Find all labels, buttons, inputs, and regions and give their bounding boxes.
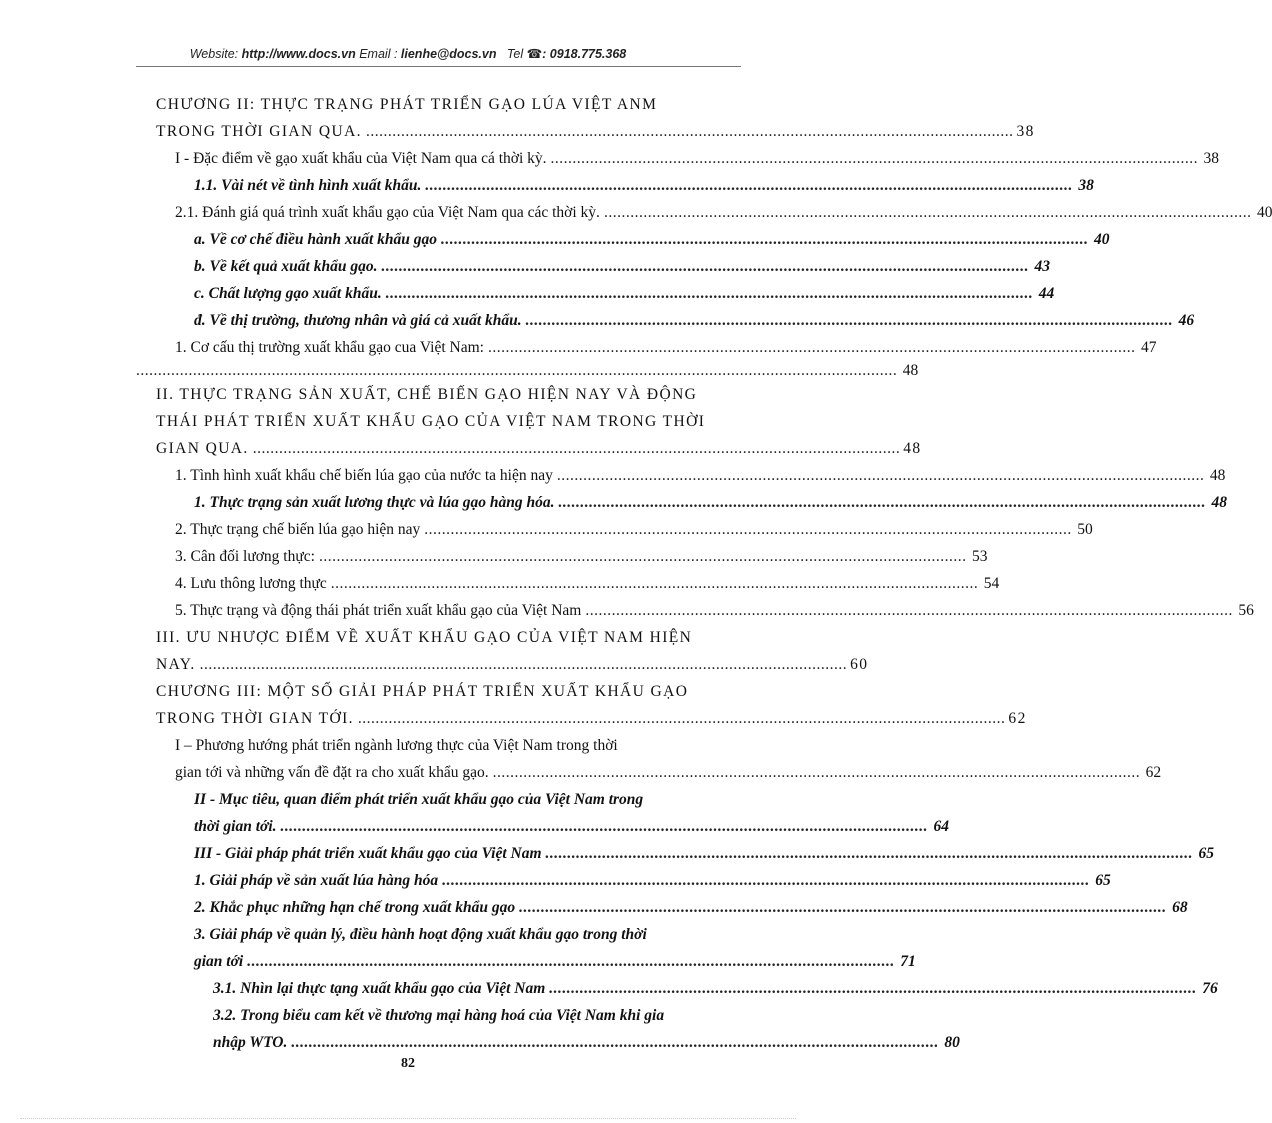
- toc-entry[interactable]: I - Đặc điểm về gạo xuất khẩu của Việt Nam qua cá thời kỳ. .................................................................................................................................................... 38: [175, 147, 740, 171]
- toc-entry[interactable]: NAY. .................................................................................................................................................... 60: [156, 653, 740, 677]
- leader-dots: ....................................................................................................................................................: [585, 602, 1233, 619]
- leader-dots: ....................................................................................................................................................: [330, 575, 979, 592]
- toc-entry[interactable]: a. Về cơ chế điều hành xuất khẩu gạo .................................................................................................................................................... 40: [194, 228, 740, 252]
- leader-dots: ....................................................................................................................................................: [381, 258, 1029, 275]
- toc-entry[interactable]: 2.1. Đánh giá quá trình xuất khẩu gạo của Việt Nam qua các thời kỳ. .................................................................................................................................................... 40: [175, 201, 740, 225]
- toc-entry[interactable]: 5. Thực trạng và động thái phát triển xuất khẩu gạo của Việt Nam .................................................................................................................................................... 56: [175, 599, 740, 623]
- leader-dots: ....................................................................................................................................................: [525, 312, 1174, 329]
- leader-dots: ....................................................................................................................................................: [385, 285, 1034, 302]
- toc-entry[interactable]: I – Phương hướng phát triển ngành lương thực của Việt Nam trong thời: [175, 737, 618, 754]
- leader-dots: ....................................................................................................................................................: [357, 710, 1006, 727]
- leader-dots: ....................................................................................................................................................: [252, 440, 901, 457]
- toc-entry[interactable]: .............................................................................................................................................................................. 48: [136, 359, 740, 383]
- toc-entry[interactable]: 3. Giải pháp về quản lý, điều hành hoạt động xuất khẩu gạo trong thời: [194, 926, 647, 943]
- leader-dots: ....................................................................................................................................................: [549, 980, 1197, 997]
- toc-entry[interactable]: nhập WTO. .................................................................................................................................................... 80: [213, 1031, 740, 1055]
- header-divider: [136, 66, 741, 67]
- leader-dots: ....................................................................................................................................................: [487, 339, 1136, 356]
- leader-dots: ....................................................................................................................................................: [441, 231, 1089, 248]
- toc-entry[interactable]: 3.1. Nhìn lại thực tạng xuất khẩu gạo của Việt Nam .................................................................................................................................................... 76: [213, 977, 740, 1001]
- leader-dots: ....................................................................................................................................................: [545, 845, 1194, 862]
- toc-entry[interactable]: 3. Cân đối lương thực: .................................................................................................................................................... 53: [175, 545, 740, 569]
- page-number: 82: [401, 1056, 415, 1071]
- email-address[interactable]: lienhe@docs.vn: [400, 47, 497, 61]
- toc-entry[interactable]: II. THỰC TRẠNG SẢN XUẤT, CHẾ BIẾN GẠO HIỆN NAY VÀ ĐỘNG: [156, 386, 698, 403]
- toc-entry[interactable]: b. Về kết quả xuất khẩu gạo. .................................................................................................................................................... 43: [194, 255, 740, 279]
- leader-dots: ..............................................................................................................................................................................: [136, 362, 898, 379]
- toc-entry[interactable]: 4. Lưu thông lương thực .................................................................................................................................................... 54: [175, 572, 740, 596]
- page-header: [0, 46, 816, 61]
- leader-dots: ....................................................................................................................................................: [280, 818, 929, 835]
- toc-entry[interactable]: đ. Về thị trường, thương nhân và giá cả xuất khẩu. .................................................................................................................................................... 46: [194, 309, 740, 333]
- toc-entry[interactable]: III - Giải pháp phát triển xuất khẩu gạo của Việt Nam .................................................................................................................................................... 65: [194, 842, 740, 866]
- toc-entry[interactable]: 1.1. Vài nét về tình hình xuất khẩu. .................................................................................................................................................... 38: [194, 174, 740, 198]
- toc-entry[interactable]: GIAN QUA. .................................................................................................................................................... 48: [156, 437, 740, 461]
- toc-entry[interactable]: gian tới .................................................................................................................................................... 71: [194, 950, 740, 974]
- toc-entry[interactable]: 2. Khắc phục những hạn chế trong xuất khẩu gạo .................................................................................................................................................... 68: [194, 896, 740, 920]
- toc-entry[interactable]: THÁI PHÁT TRIỂN XUẤT KHẨU GẠO CỦA VIỆT NAM TRONG THỜI: [156, 413, 706, 430]
- toc-entry[interactable]: CHƯƠNG III: MỘT SỐ GIẢI PHÁP PHÁT TRIỂN XUẤT KHẨU GẠO: [156, 683, 689, 700]
- email-label: Email :: [359, 47, 398, 61]
- toc-entry[interactable]: III. ƯU NHƯỢC ĐIỂM VỀ XUẤT KHẨU GẠO CỦA VIỆT NAM HIỆN: [156, 629, 693, 646]
- leader-dots: ....................................................................................................................................................: [365, 123, 1014, 140]
- leader-dots: ....................................................................................................................................................: [425, 177, 1073, 194]
- leader-dots: ....................................................................................................................................................: [550, 150, 1199, 167]
- leader-dots: ....................................................................................................................................................: [291, 1034, 939, 1051]
- toc-entry[interactable]: 1. Cơ cấu thị trường xuất khẩu gạo cua Việt Nam: .................................................................................................................................................... 47: [175, 336, 740, 360]
- toc-entry[interactable]: 2. Thực trạng chế biến lúa gạo hiện nay .................................................................................................................................................... 50: [175, 518, 740, 542]
- leader-dots: ....................................................................................................................................................: [199, 656, 848, 673]
- toc-entry[interactable]: 1. Giải pháp về sản xuất lúa hàng hóa .................................................................................................................................................... 65: [194, 869, 740, 893]
- tel-label: Tel: [506, 47, 524, 61]
- toc-entry[interactable]: CHƯƠNG II: THỰC TRẠNG PHÁT TRIỂN GẠO LÚA VIỆT ANM: [156, 96, 658, 113]
- toc-entry[interactable]: 1. Tình hình xuất khẩu chế biến lúa gạo của nước ta hiện nay .................................................................................................................................................... 48: [175, 464, 740, 488]
- toc-entry[interactable]: II - Mục tiêu, quan điểm phát triển xuất khẩu gạo của Việt Nam trong: [194, 791, 644, 808]
- tel-number: : 0918.775.368: [542, 47, 627, 61]
- leader-dots: ....................................................................................................................................................: [603, 204, 1252, 221]
- leader-dots: ....................................................................................................................................................: [424, 521, 1072, 538]
- toc-entry[interactable]: TRONG THỜI GIAN TỚI. .................................................................................................................................................... 62: [156, 707, 740, 731]
- toc-entry[interactable]: TRONG THỜI GIAN QUA. .................................................................................................................................................... 38: [156, 120, 740, 144]
- leader-dots: ....................................................................................................................................................: [318, 548, 967, 565]
- toc-entry[interactable]: 1. Thực trạng sản xuất lương thực và lúa gạo hàng hóa. .................................................................................................................................................... 48: [194, 491, 740, 515]
- phone-icon: ☎: [526, 47, 543, 61]
- leader-dots: ....................................................................................................................................................: [519, 899, 1167, 916]
- toc-entry[interactable]: gian tới và những vấn đề đặt ra cho xuất khẩu gạo. .................................................................................................................................................... 62: [175, 761, 740, 785]
- leader-dots: ....................................................................................................................................................: [556, 467, 1205, 484]
- website-label: Website:: [189, 47, 239, 61]
- leader-dots: ....................................................................................................................................................: [442, 872, 1090, 889]
- toc-entry[interactable]: c. Chất lượng gạo xuất khẩu. .................................................................................................................................................... 44: [194, 282, 740, 306]
- leader-dots: ....................................................................................................................................................: [558, 494, 1206, 511]
- toc-entry[interactable]: thời gian tới. .................................................................................................................................................... 64: [194, 815, 740, 839]
- leader-dots: ....................................................................................................................................................: [492, 764, 1141, 781]
- website-url[interactable]: http://www.docs.vn: [241, 47, 356, 61]
- bottom-divider: [20, 1118, 796, 1119]
- leader-dots: ....................................................................................................................................................: [247, 953, 895, 970]
- toc-entry[interactable]: 3.2. Trong biểu cam kết về thương mại hàng hoá của Việt Nam khi gia: [213, 1007, 665, 1024]
